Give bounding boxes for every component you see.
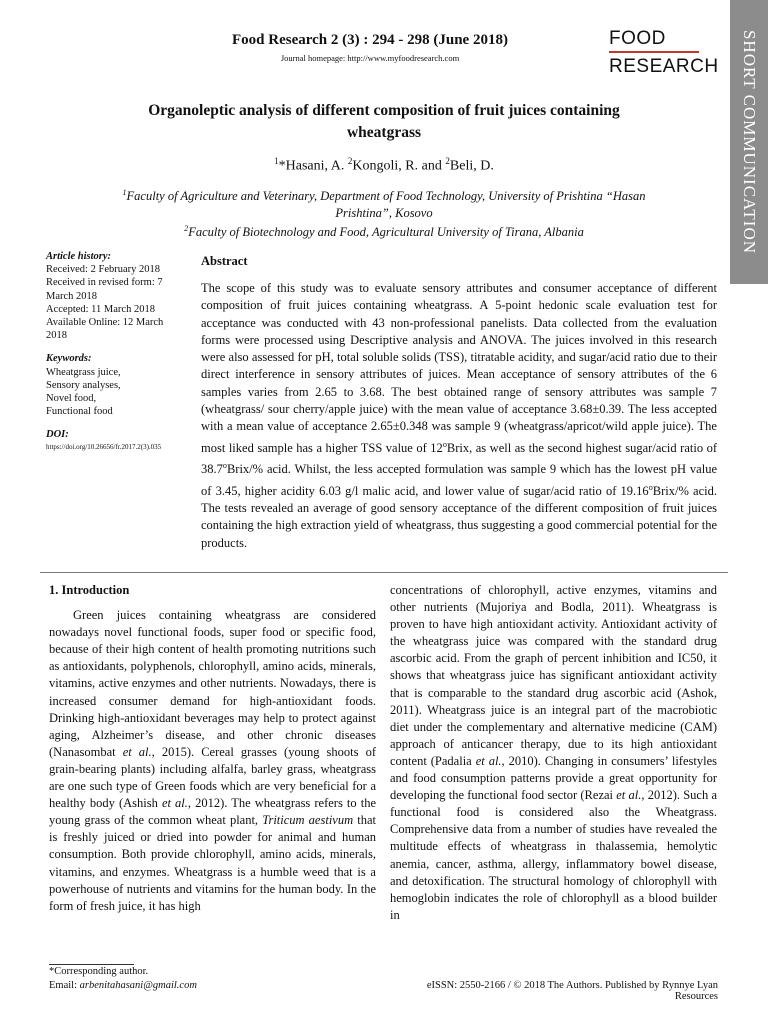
logo-line-1: FOOD [609, 28, 666, 49]
abstract-heading: Abstract [201, 254, 248, 268]
footnote-rule [49, 964, 134, 965]
keyword-item: Wheatgrass juice, [46, 366, 121, 378]
journal-title: Food Research 2 (3) : 294 - 298 (June 2018) [232, 32, 508, 48]
degree-mark: o [442, 439, 447, 449]
intro-text: , 2012). Such a functional food is considered also the Wheatgrass. Comprehensive data from a number of studies have revealed the multitude effects of wheatgrass in thalassemia, hemolytic anemia, cancer, asthma, allergy, inflammatory bowel disease, and detoxification. The structural homology of chlorophyll with hemoglobin indicates the role of chlorophyll as a blood builder in [390, 788, 718, 922]
abstract-body [201, 280, 717, 552]
logo-divider [609, 51, 699, 53]
revised-date-line-2: March 2018 [46, 290, 98, 302]
citation-etal: et al. [161, 796, 188, 811]
intro-text: Green juices containing wheatgrass are considered nowadays novel functional foods, super food or specific food, because of their high content of health promoting nutritions such as antioxidants, polyphenols, chlorophyll, amino acids, minerals, vitamins, active enzymes and other nutrients. Nowadays, there is increased consumer demand for high-antioxidant foods. Drinking high-antioxidant beverages may help to protect against aging, Alzheimer’s disease, and other chronic diseases (Nanasombat [49, 608, 376, 759]
title-line-2: wheatgrass [346, 124, 422, 141]
online-date-line-1: Available Online: 12 March [46, 317, 164, 329]
logo-line-2: RESEARCH [609, 56, 719, 77]
species-name: Triticum aestivum [262, 813, 354, 828]
title-line-1: Organoleptic analysis of different composition of fruit juices containing [148, 102, 620, 119]
keywords-heading: Keywords: [46, 353, 92, 365]
keyword-item: Sensory analyses, [46, 379, 121, 391]
article-info-sidebar [46, 250, 191, 452]
author-1-affil-mark: 1 [274, 156, 279, 166]
section-divider [40, 572, 728, 573]
citation-etal: et al. [616, 788, 642, 803]
doi-link[interactable]: https://doi.org/10.26656/fr.2017.2(3).035 [46, 442, 162, 451]
affiliation-2 [80, 220, 688, 241]
affiliation-1-mark: 1 [122, 188, 127, 197]
received-date: Received: 2 February 2018 [46, 264, 161, 276]
abstract-text-1: The scope of this study was to evaluate sensory attributes and consumer acceptance of different composition of fruit juices containing wheatgrass. A 5-point hedonic scale evaluation test for acceptance was conducted with 43 non-professional panelists. Data collected from the evaluation forms were processed using Descriptive analysis and ANOVA. The juices involved in this research were also assessed for pH, total soluble solids (TSS), titratable acidity, and sugar/acid ratio due to their direct interference in sensory attributes of juices. Mean acceptance of sensory attributes of the 6 samples varies from 2.65 to 3.68. The best obtained range of sensory attributes was sample 7 (wheatgrass/ sour cherry/apple juice) with the mean value of acceptance 3.68±0.39. The less accepted with a mean value of acceptance 2.65±0.348 was sample 9 (wheatgrass/apricot/wild apple juice). The most liked sample has a higher TSS value of 12 [201, 281, 717, 455]
affiliation-1-line-2: Prishtina”, Kosovo [335, 206, 433, 221]
intro-text: , 2012). The wheatgrass refers to the young grass of the common wheat plant, [49, 796, 376, 828]
email-label: Email: [49, 980, 80, 991]
citation-etal: et al. [475, 753, 502, 768]
affiliation-2-text: Faculty of Biotechnology and Food, Agricultural University of Tirana, Albania [188, 225, 584, 240]
online-date-line-2: 2018 [46, 330, 67, 342]
introduction-paragraph [49, 607, 376, 915]
keyword-item: Novel food, [46, 393, 97, 405]
email-link[interactable]: arbenitahasani@gmail.com [79, 980, 197, 991]
author-2-affil-mark: 2 [347, 156, 353, 166]
author-list [160, 156, 608, 175]
abstract-text-3: Brix/% acid. Whilst, the less accepted formulation was sample 9 which has the lowest pH value of 3.45, higher acidity 6.03 g/l malic acid, and lower value of sugar/acid ratio of 19.16 [201, 462, 717, 498]
degree-mark: o [222, 461, 227, 471]
doi-heading: DOI: [46, 429, 69, 441]
author-3: Beli, D. [449, 158, 494, 174]
citation-etal: et al. [122, 744, 152, 759]
intro-text: , 2010). Changing in consumers’ lifestyles and food consumption patterns provide a great opportunity for developing the functional food sector (Rezai [390, 753, 717, 803]
accepted-date: Accepted: 11 March 2018 [46, 303, 155, 315]
author-1: *Hasani, A. [278, 158, 348, 174]
affiliation-1-line-1: Faculty of Agriculture and Veterinary, Department of Food Technology, University of Prishtina “Hasan [126, 189, 646, 204]
journal-logo [609, 28, 719, 78]
paper-title [100, 100, 668, 144]
issn-copyright: eISSN: 2550-2166 / © 2018 The Authors. Published by Rynnye Lyan Resources [426, 980, 718, 1002]
journal-homepage: Journal homepage: http://www.myfoodresearch.com [280, 53, 460, 63]
author-3-affil-mark: 2 [445, 156, 450, 166]
affiliation-2-mark: 2 [184, 224, 189, 233]
article-type-label: SHORT COMMUNICATION [740, 29, 759, 255]
keyword-item: Functional food [46, 406, 113, 418]
article-type-tab [730, 0, 768, 284]
affiliation-1 [80, 184, 688, 222]
revised-date-line-1: Received in revised form: 7 [46, 277, 163, 289]
corresponding-email [49, 980, 197, 991]
author-2: Kongoli, R. and [352, 158, 446, 174]
introduction-heading: 1. Introduction [49, 583, 130, 597]
abstract-text-4: Brix/% acid. The tests revealed an average of good sensory acceptance of the different composition of fruit juices containing the high extraction yield of wheatgrass, thus suggesting a good commercial potential for the products. [201, 483, 717, 550]
intro-text: concentrations of chlorophyll, active enzymes, vitamins and other nutrients (Mujoriya and Bodla, 2011). Wheatgrass is proven to have high antioxidant activity. Antioxidant activity of the wheatgrass juice was compared with the standard drug ascorbic acid. From the graph of percent inhibition and IC50, it shows that wheatgrass juice has significant antioxidant activity that is comparable to the standard drug ascorbic acid (Ashok, 2011). Wheatgrass juice is an integral part of the macrobiotic diet under the complementary and alternative medicine (CAM) approach of anticancer therapy, due to its high antioxidant content (Padalia [390, 583, 717, 768]
abstract-text-2: Brix, as well as the second highest sugar/acid ratio of 38.7 [201, 440, 717, 477]
body-column-right [390, 582, 717, 924]
intro-text: that is freshly juiced or dried into powder for animal and human consumption. Both provide chlorophyll, amino acids, minerals, vitamins, and enzymes. Wheatgrass is a humble weed that is a powerhouse of nutrients and vitamins for the human body. In the form of fresh juice, it has high [49, 813, 376, 913]
body-column-left [49, 582, 376, 915]
corresponding-author-note: *Corresponding author. [49, 966, 149, 977]
article-history-heading: Article history: [46, 251, 112, 262]
degree-mark: o [648, 482, 653, 492]
intro-text: , 2015). Cereal grasses (young shoots of grain-bearing plants) including alfalfa, barley grass, wheatgrass are one such type of Green foods which are very beneficial for a healthy body (Ashish [49, 744, 376, 811]
